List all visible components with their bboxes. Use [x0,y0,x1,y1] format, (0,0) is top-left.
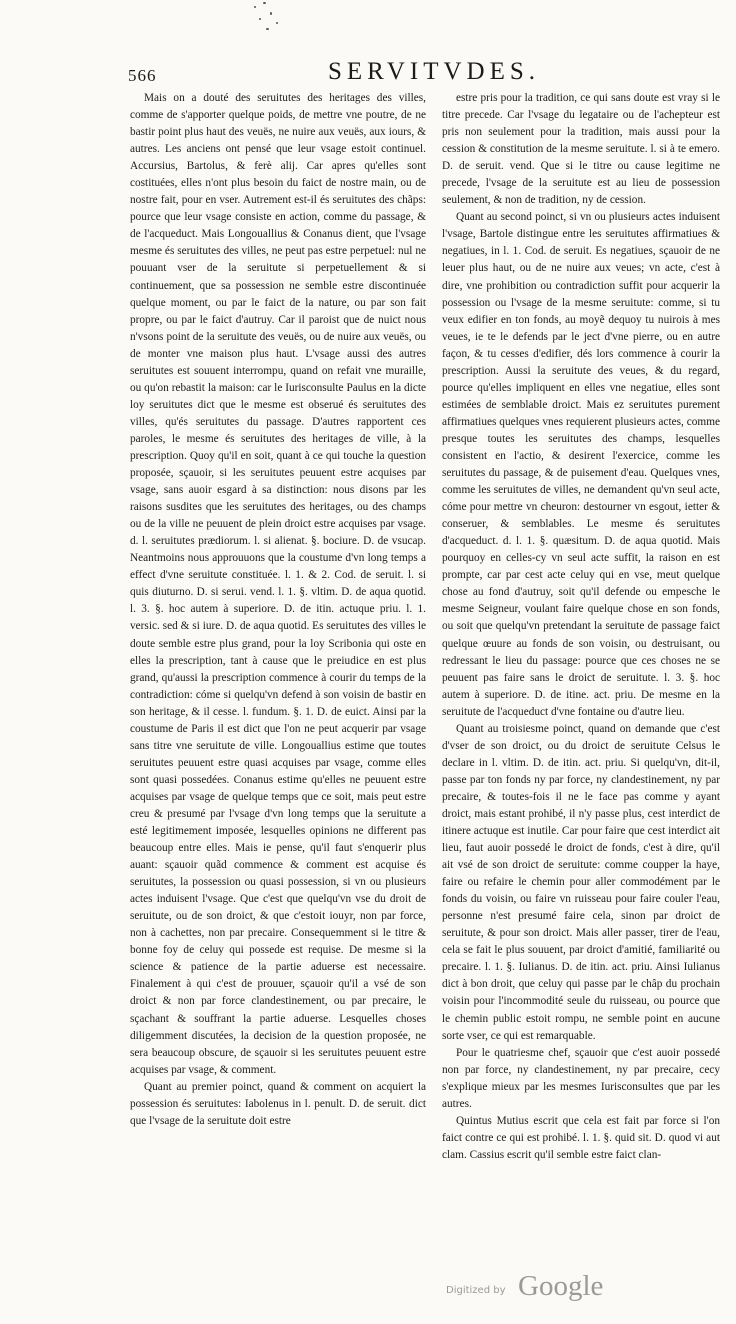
paragraph: estre pris pour la tradition, ce qui sans doute est vray si le titre precede. Car l'vsage du legataire ou de l'achepteur est pris non seulement pour la tradition, mais aussi pour la cession & constitution de la mesme seruitute. l. si à te emero. D. de seruit. vend. Que si le titre ou cause legitime ne precede, l'vsage de la seruitute est au lieu de possession seulement, & non de tradition, ny de cession. [442,92,720,207]
paragraph: Quant au troisiesme poinct, quand on demande que c'est d'vser de son droict, ou du droict de seruitute Celsus le declare in l. vltim. D. de itin. act. priu. Si quelqu'vn, dit-il, passe par ton fonds ny par force, ny clandestinement, ny par precaire, & toutes-fois il ne le face pas comme y ayant droict, mais estant prohibé, il n'y passe plus, cest interdict de itinere actuque est inutile. Car pour faire que cest interdict ait lieu, faut auoir possedé le droict de fonds, c'est à dire, qu'il ait vsé de son droict de seruitute: comme coupper la haye, faire ou refaire le chemin pour aller commodément par le fonds du voisin, ou faire vn ruisseau pour faire couler l'eau, personne n'est presumé faire cela, sinon par droict de seruitute, & pour son droict. Mais aller passer, tirer de l'eau, cela se fait le plus souuent, par droict d'amitié, familiarité ou precaire. l. 1. §. Iulianus. D. de itin. act. priu. Ainsi Iulianus dict à bon droit, que celuy qui passe par le châp du prochain voisin pour l'incommodité seule du ruisseau, ou pource que le chemin public estoit rompu, ne semble point en aucune sorte vser, ce qui est remarquable. [442,722,720,1042]
page-header [128,58,718,90]
running-head: SERVITVDES. [328,58,541,85]
digitized-by-label: Digitized by [446,1285,506,1296]
right-column [442,90,720,1164]
paragraph: Pour le quatriesme chef, sçauoir que c'est auoir possedé non par force, ny clandestinement, ny par precaire, cecy s'explique mieux par les mesmes Iurisconsultes que par les autres. [442,1046,720,1110]
page-number: 566 [128,66,157,85]
paragraph: Quant au premier poinct, quand & comment on acquiert la possession és seruitutes: Iabolenus in l. penult. D. de seruit. dict que l'vsage de la seruitute doit estre [130,1080,426,1127]
paragraph: Quant au second poinct, si vn ou plusieurs actes induisent l'vsage, Bartole distingue entre les seruitutes affirmatiues & negatiues, in l. 1. Cod. de seruit. Es negatiues, sçauoir de ne leuer plus haut, ou de ne nuire aux veues; vn acte, c'est à dire, vne prohibition ou contradiction suffit pour acquerir la possession ou l'vsage de la mesme seruitute: comme, si tu veux edifier en ton fonds, au moyẽ dequoy tu nuirois à mes veues, ie te le defends par le ject d'vne pierre, ou en autre façon, & tu cesses d'edifier, dés lors commence à courir la prescription. Aussi la seruitute des veues, & du regard, pource qu'elles impliquent en elles vne negatiue, elles sont estimées de semblable droict. Mais ez seruitutes purement affirmatiues quelques vnes requierent plusieurs actes, comme presque toutes les seruitutes des champs, lesquelles consistent en l'actio, & desirent l'exercice, comme les seruitutes du passage, & de puisement d'eau. Quelques vnes, comme les seruitutes de villes, ne demandent qu'vn seul acte, cóme pour mettre vn cheuron: destourner vn esgout, ietter & conseruer, & semblables. Le mesme és seruitutes d'acqueduct. d. l. 1. §. quæsitum. D. de aqua quotid. Mais pourquoy en celles-cy vn seul acte suffit, la raison en est prompte, car par cest acte celuy qui en vse, meut quelque chose au fond d'autruy, soit qu'il defende ou empesche le mesme Seigneur, voulant faire quelque chose en son fonds, ou soit que quelqu'vn pretendant la seruitute de passage faict quelque œuure au fonds de son voisin, ou destruisant, ou redressant le lieu du passage: pource que ces choses ne se peuuent pas faire sans le droict de seruitute. l. 3. §. hoc autem à superiore. D. de itine. act. priu. De mesme en la seruitute de l'acqueduct d'vne fontaine ou d'autre lieu. [442,211,720,718]
google-logo: Google [518,1270,604,1302]
paragraph: Mais on a douté des seruitutes des heritages des villes, comme de s'apporter quelque poids, de mettre vne poutre, de ne bastir point plus haut des veuës, ne nuire aux veuës, aux iours, & autres. Les anciens ont pensé que leur vsage estoit continuel. Accursius, Bartolus, & ferè alij. Car apres qu'elles sont costituées, elles n'ont plus besoin du faict de nostre main, ou de nostre fait, pour en vser. Autrement est-il és seruitutes des chãps: pource que leur vsage consiste en action, comme du passage, & de l'acqueduct. Mais Longouallius & Conanus dient, que l'vsage mesme és seruitutes des villes, ne peut pas estre perpetuel: nul ne pouuant vser de la seruitute si perpetuellement & si continuement, que sa possession ne semble estre discontinuée quelque moment, ou par le faict de la nature, ou par son fait propre, ou par le faict d'autruy. Car il paroist que de nuict nous n'vsons point de la seruitute des veuës, ou de nuire aux veuës, ou de monter vne maison plus haut. L'vsage aussi des autres seruitutes est souuent interrompu, quand on refait vne muraille, ou qu'on rebastit la maison: car le Iurisconsulte Paulus en la dicte loy seruitutes dict que le mesme est obserué és seruitutes des villes, qu'és seruitutes du passage. D'autres rapportent ces paroles, le mesme és seruitutes des heritages de ville, à la prescription. Quoy qu'il en soit, quant à ce qui touche la question proposée, sçauoir, si les seruitutes peuuent estre acquises par vsage, sans auoir esgard à sa distinction: nous disons par les raisons susdites que les seruitutes des heritages, ou des champs ou de la ville ne peuuent de plein droict estre acquises par vsage. d. l. seruitutes prædiorum. l. si alienat. §. bociure. D. de vsucap. Neantmoins nous approuuons que la coustume d'vn long temps a effect d'vne seruitute constituée. l. 1. & 2. Cod. de seruit. l. si quis diuturno. D. si serui. vend. l. 1. §. vltim. D. de aqua quotid. l. 3. §. hoc autem à superiore. D. de itin. actuque priu. l. 1. versic. sed & si iure. D. de aqua quotid. Es seruitutes des villes le doute semble estre plus grand, pour la loy Scribonia qui oste en elles la prescription, tant à cause que le preiudice en est plus grand, qu'aussi la prescription commence à courir du temps de la contradiction: cóme si quelqu'vn defend à son voisin de bastir en son heritage, & il cesse. l. fundum. §. 1. D. de euict. Ainsi par la coustume de Paris il est dict que l'on ne peut acquerir par vsage sans titre vne seruitute de ville. Longouallius estime que toutes seruitutes peuuent estre quasi acquises par vsage, comme elles sont quasi possedées. Conanus estime qu'elles ne peuuent estre acquises par vsage de quelque temps que ce soit, mais peut estre creu & presumé par l'vsage d'vn long temps que la seruitute a esté legitimement imposée, lesquelles opinions ne different pas beaucoup entre elles. Mais ie pense, qu'il faut s'enquerir plus auant: sçauoir quãd commence & comment est acquise és seruitutes, la possession ou quasi possession, si vn ou plusieurs actes induisent l'vsage. Que c'est que quelqu'vn vse du droit de seruitute, ou de son droict, & que c'estoit iouyr, non par force, non à cachettes, non par precaire. Consequemment si le titre & bonne foy de celuy qui possede est requise. De mesme si la science & patience de la partie aduerse est necessaire. Finalement à qui c'est de prouuer, sçauoir qu'il a vsé de son droict & non par force clandestinement, ou par precaire, le sçachant & souffrant la partie aduerse. Lesquelles choses diligemment discutées, la decision de la question proposée, ne sera beaucoup obscure, de sçauoir si les seruitutes peuuent estre acquises par vsage, & comment. [130,92,426,1076]
digitization-watermark [446,1272,726,1308]
paragraph: Quintus Mutius escrit que cela est fait par force si l'on faict contre ce qui est prohibé. l. 1. §. quid sit. D. quod vi aut clam. Cassius escrit qu'il semble estre faict clan- [442,1114,720,1161]
left-column [130,90,426,1130]
printer-specks [250,0,290,36]
